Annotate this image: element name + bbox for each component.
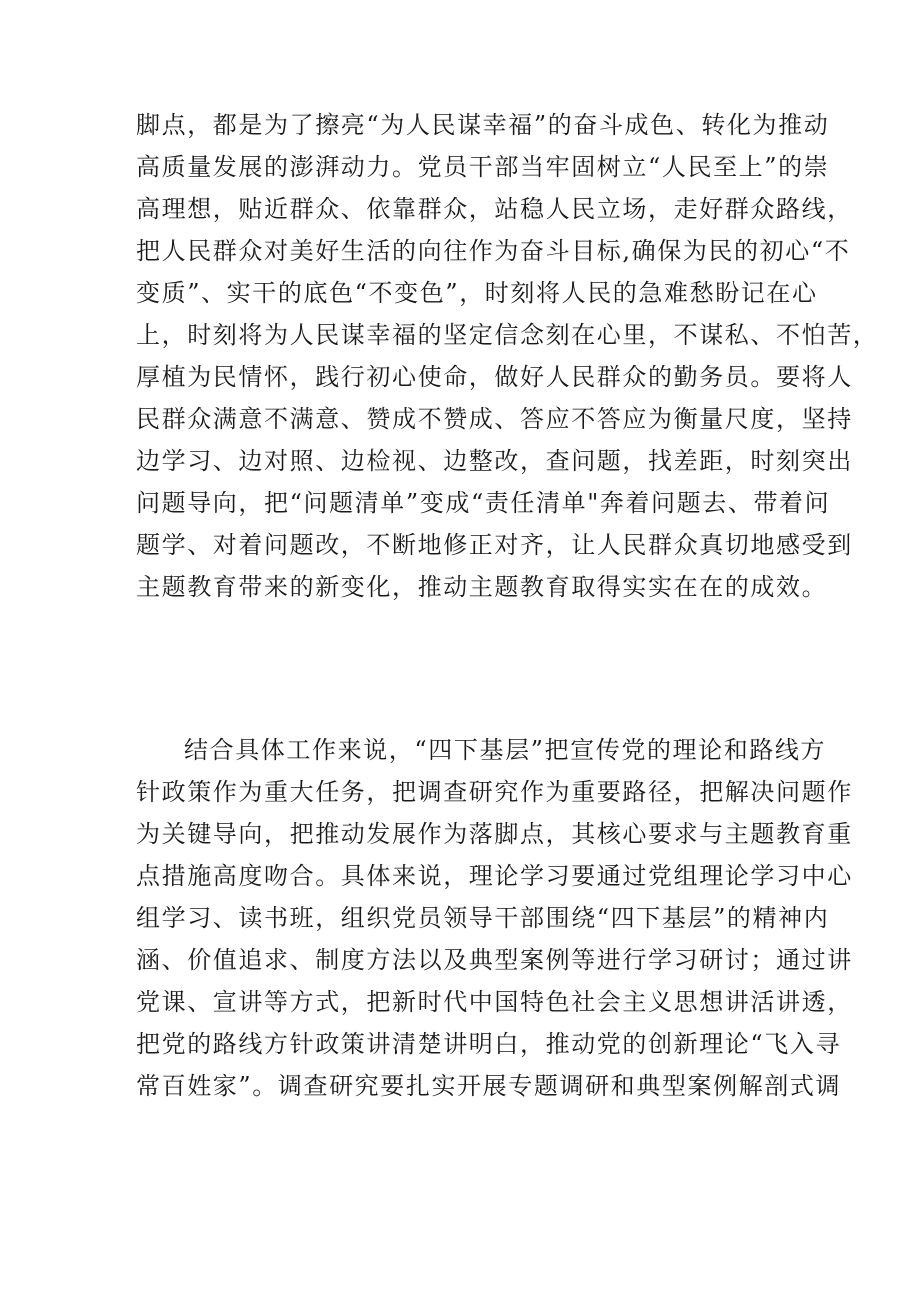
text-line: 边学习、边对照、边检视、边整改，查问题，找差距，时刻突出 bbox=[136, 447, 853, 475]
text-line: 脚点，都是为了擦亮“为人民谋幸福”的奋斗成色、转化为推动 bbox=[136, 111, 830, 139]
text-line: 组学习、读书班，组织党员领导干部围绕“四下基层”的精神内 bbox=[136, 904, 830, 932]
text-line: 结合具体工作来说，“四下基层”把宣传党的理论和路线方 bbox=[184, 736, 827, 764]
text-line: 针政策作为重大任务，把调查研究作为重要路径，把解决问题作 bbox=[136, 778, 853, 806]
text-line: 高质量发展的澎湃动力。党员干部当牢固树立“人民至上”的崇 bbox=[136, 153, 830, 181]
paragraph-2 bbox=[136, 729, 853, 1107]
text-line: 题学、对着问题改，不断地修正对齐，让人民群众真切地感受到 bbox=[136, 531, 853, 559]
text-line: 民群众满意不满意、赞成不赞成、答应不答应为衡量尺度，坚持 bbox=[136, 405, 853, 433]
text-line: 把党的路线方针政策讲清楚讲明白，推动党的创新理论“飞入寻 bbox=[136, 1030, 842, 1058]
text-line: 上，时刻将为人民谋幸福的坚定信念刻在心里，不谋私、不怕苦， bbox=[136, 321, 879, 349]
text-line: 厚植为民情怀，践行初心使命，做好人民群众的勤务员。要将人 bbox=[136, 363, 853, 391]
text-line: 把人民群众对美好生活的向往作为奋斗目标,确保为民的初心“不 bbox=[136, 237, 851, 265]
text-line: 点措施高度吻合。具体来说，理论学习要通过党组理论学习中心 bbox=[136, 862, 853, 890]
text-line: 为关键导向，把推动发展作为落脚点，其核心要求与主题教育重 bbox=[136, 820, 853, 848]
text-line: 涵、价值追求、制度方法以及典型案例等进行学习研讨；通过讲 bbox=[136, 946, 853, 974]
text-line: 常百姓家”。调查研究要扎实开展专题调研和典型案例解剖式调 bbox=[136, 1072, 842, 1100]
paragraph-1 bbox=[136, 104, 879, 608]
text-line: 党课、宣讲等方式，把新时代中国特色社会主义思想讲活讲透， bbox=[136, 988, 853, 1016]
text-line: 主题教育带来的新变化，推动主题教育取得实实在在的成效。 bbox=[136, 573, 828, 601]
text-line: 变质”、实干的底色“不变色”，时刻将人民的急难愁盼记在心 bbox=[136, 279, 818, 307]
text-line: 高理想，贴近群众、依靠群众，站稳人民立场，走好群众路线， bbox=[136, 195, 853, 223]
text-line: 问题导向，把“问题清单”变成“责任清单"奔着问题去、带着问 bbox=[136, 489, 831, 517]
